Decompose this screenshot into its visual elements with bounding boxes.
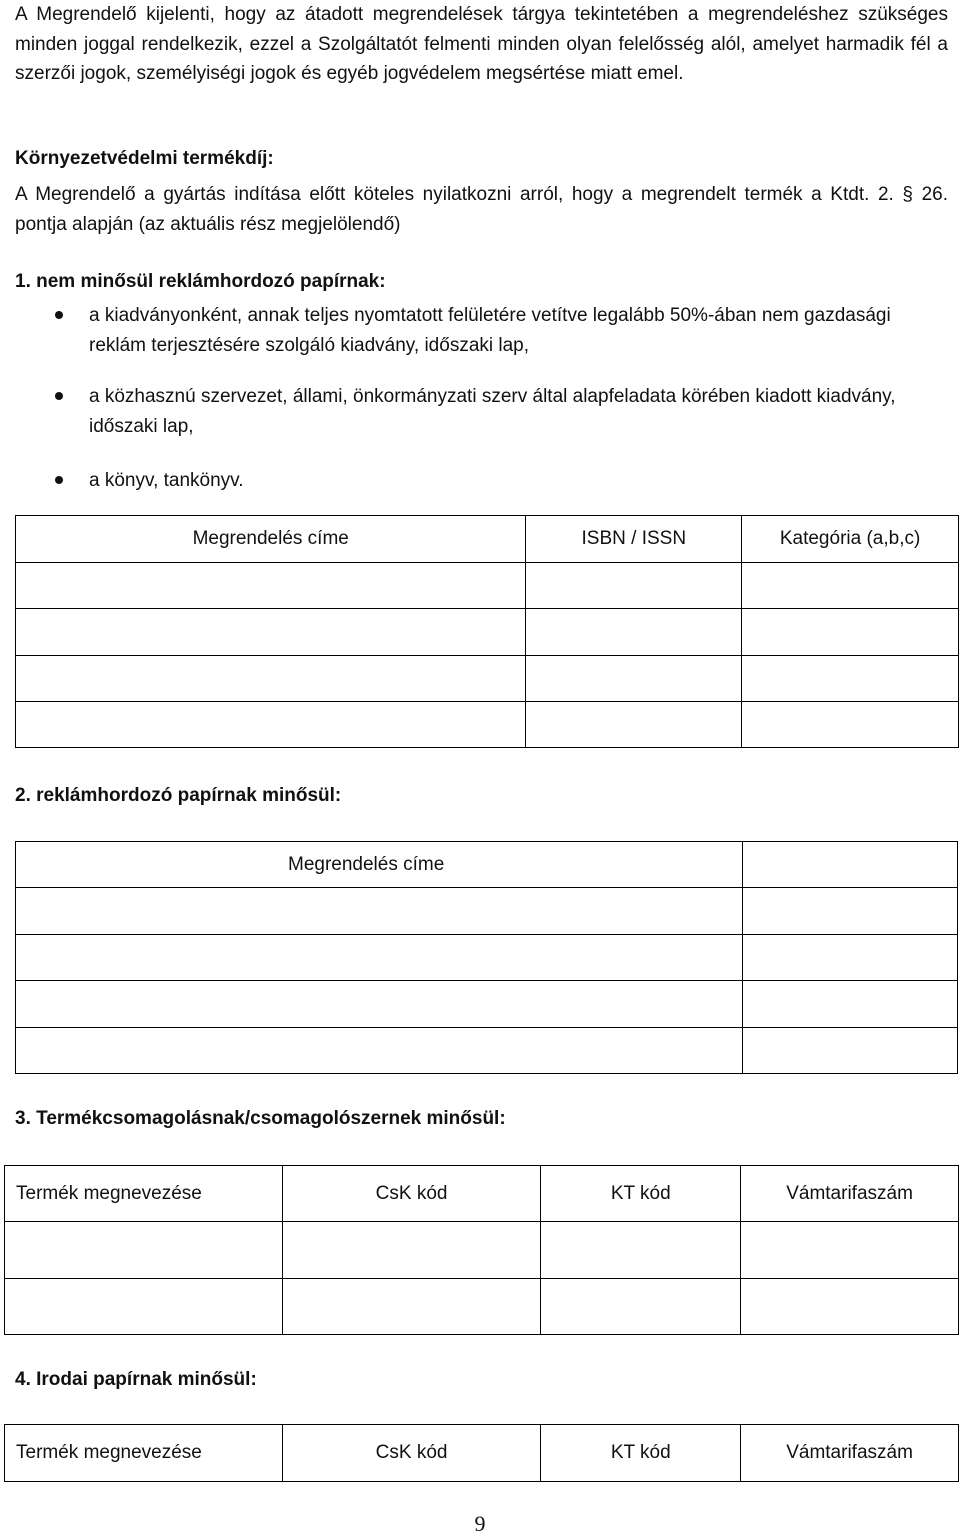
table-header-cell: ISBN / ISSN bbox=[526, 516, 742, 563]
table-row bbox=[5, 1279, 959, 1335]
table-header-row bbox=[5, 1166, 959, 1222]
table-cell[interactable] bbox=[526, 702, 742, 748]
table-row bbox=[16, 609, 959, 656]
table-row bbox=[16, 656, 959, 702]
table-cell[interactable] bbox=[743, 935, 958, 981]
table-header-cell: Megrendelés címe bbox=[16, 516, 526, 563]
table-cell[interactable] bbox=[742, 563, 959, 609]
table-cell[interactable] bbox=[526, 609, 742, 656]
table-cell[interactable] bbox=[16, 981, 743, 1028]
bullet-item-1: a kiadványonként, annak teljes nyomtatott felületére vetítve legalább 50%-ában nem gazdasági reklám terjesztésére szolgáló kiadvány, időszaki lap, bbox=[89, 305, 891, 356]
bullet-item-3: a könyv, tankönyv. bbox=[89, 470, 244, 491]
table-header-row bbox=[16, 842, 958, 888]
table-cell[interactable] bbox=[16, 702, 526, 748]
table-cell[interactable] bbox=[16, 609, 526, 656]
section4-table bbox=[4, 1424, 959, 1482]
table-header-cell: KT kód bbox=[541, 1425, 741, 1482]
table-row bbox=[16, 888, 958, 935]
bullet-icon bbox=[55, 311, 63, 319]
table-header-cell: Termék megnevezése bbox=[5, 1425, 283, 1482]
section2-table bbox=[15, 841, 958, 1074]
table-header-cell: Kategória (a,b,c) bbox=[742, 516, 959, 563]
table-cell[interactable] bbox=[5, 1279, 283, 1335]
table-cell[interactable] bbox=[5, 1222, 283, 1279]
table-cell[interactable] bbox=[541, 1222, 741, 1279]
table-header-cell: Termék megnevezése bbox=[5, 1166, 283, 1222]
table-header-cell: Vámtarifaszám bbox=[741, 1425, 959, 1482]
section2-heading: 2. reklámhordozó papírnak minősül: bbox=[15, 785, 342, 806]
table-cell[interactable] bbox=[741, 1279, 959, 1335]
table-cell[interactable] bbox=[282, 1222, 541, 1279]
table-cell[interactable] bbox=[742, 702, 959, 748]
table-cell[interactable] bbox=[743, 888, 958, 935]
table-header-row bbox=[16, 516, 959, 563]
table-header-cell: CsK kód bbox=[282, 1425, 541, 1482]
intro-paragraph: A Megrendelő kijelenti, hogy az átadott megrendelések tárgya tekintetében a megrendeléshez szükséges minden joggal rendelkezik, ezzel a Szolgáltatót felmenti minden olyan felelősség alól, amelyet harmadik fél a szerzői jogok, személyiségi jogok és egyéb jogvédelem megsértése miatt emel. bbox=[15, 4, 948, 84]
table-row bbox=[16, 563, 959, 609]
table-cell[interactable] bbox=[743, 1028, 958, 1074]
table-header-cell: Vámtarifaszám bbox=[741, 1166, 959, 1222]
table-row bbox=[16, 981, 958, 1028]
section1-heading: 1. nem minősül reklámhordozó papírnak: bbox=[15, 271, 386, 292]
table-cell[interactable] bbox=[741, 1222, 959, 1279]
table-cell[interactable] bbox=[742, 656, 959, 702]
table-cell[interactable] bbox=[16, 656, 526, 702]
section4-heading: 4. Irodai papírnak minősül: bbox=[15, 1369, 257, 1390]
table-cell[interactable] bbox=[742, 609, 959, 656]
table-row bbox=[5, 1222, 959, 1279]
table-cell[interactable] bbox=[526, 563, 742, 609]
table-cell[interactable] bbox=[16, 935, 743, 981]
table-row bbox=[16, 935, 958, 981]
section3-heading: 3. Termékcsomagolásnak/csomagolószernek minősül: bbox=[15, 1108, 506, 1129]
bullet-icon bbox=[55, 392, 63, 400]
section1-table bbox=[15, 515, 959, 748]
env-fee-heading: Környezetvédelmi termékdíj: bbox=[15, 148, 274, 169]
page-number: 9 bbox=[474, 1511, 486, 1536]
section3-table bbox=[4, 1165, 959, 1335]
table-cell[interactable] bbox=[743, 842, 958, 888]
table-cell[interactable] bbox=[282, 1279, 541, 1335]
bullet-icon bbox=[55, 476, 63, 484]
table-cell[interactable] bbox=[16, 888, 743, 935]
table-row bbox=[16, 702, 959, 748]
table-header-cell: KT kód bbox=[541, 1166, 741, 1222]
table-cell[interactable] bbox=[16, 1028, 743, 1074]
table-row bbox=[16, 1028, 958, 1074]
table-cell[interactable] bbox=[541, 1279, 741, 1335]
table-cell[interactable] bbox=[526, 656, 742, 702]
table-cell[interactable] bbox=[16, 563, 526, 609]
table-header-cell: CsK kód bbox=[282, 1166, 541, 1222]
bullet-item-2: a közhasznú szervezet, állami, önkormányzati szerv által alapfeladata körében kiadott kiadvány, időszaki lap, bbox=[89, 386, 896, 437]
table-header-row bbox=[5, 1425, 959, 1482]
env-fee-text: A Megrendelő a gyártás indítása előtt köteles nyilatkozni arról, hogy a megrendelt termék a Ktdt. 2. § 26. pontja alapján (az aktuális rész megjelölendő) bbox=[15, 184, 948, 235]
table-cell[interactable] bbox=[743, 981, 958, 1028]
table-header-cell: Megrendelés címe bbox=[16, 842, 743, 888]
